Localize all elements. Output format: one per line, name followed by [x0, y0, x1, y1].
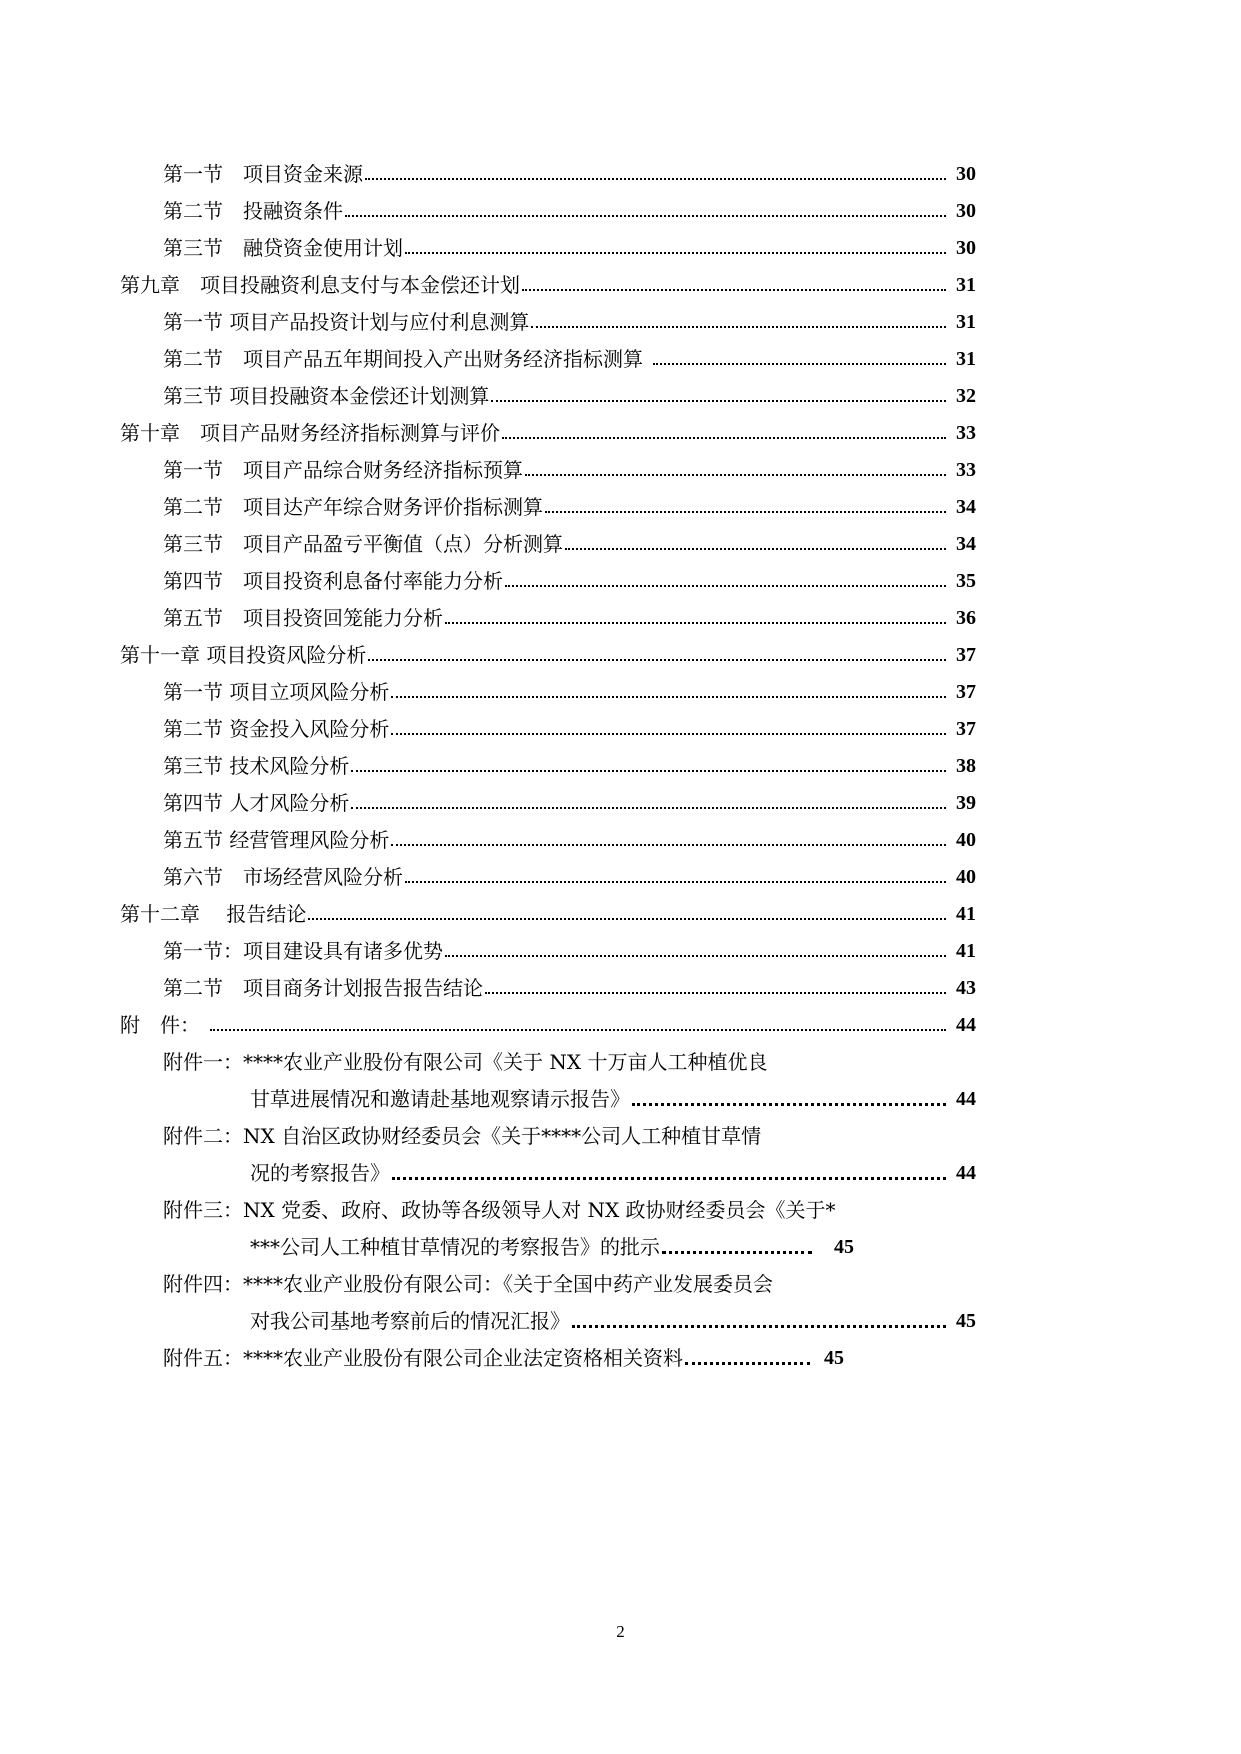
dot-leader: [210, 1029, 946, 1031]
toc-entry[interactable]: [0, 449, 1241, 483]
toc-entry[interactable]: [0, 227, 1241, 261]
dot-leader: [445, 955, 946, 957]
appendix-item-4-line1: 附件四：****农业产业股份有限公司：《关于全国中药产业发展委员会: [163, 1272, 773, 1296]
dot-leader: [491, 400, 946, 402]
appendix-item-1-line1: 附件一：****农业产业股份有限公司《关于 NX 十万亩人工种植优良: [163, 1050, 768, 1074]
toc-entry[interactable]: [0, 486, 1241, 520]
toc-entry-label: 第五节 项目投资回笼能力分析: [163, 606, 443, 630]
dot-leader: [565, 548, 946, 550]
toc-entry-page: 37: [956, 644, 976, 666]
appendix-item-3-line1: 附件三：NX 党委、政府、政协等各级领导人对 NX 政协财经委员会《关于*: [163, 1198, 836, 1222]
dot-leader: [502, 437, 946, 439]
toc-entry-page: 36: [956, 607, 976, 629]
appendix-item-page: 44: [956, 1162, 976, 1184]
dot-leader: [391, 696, 946, 698]
dot-leader: [405, 881, 946, 883]
toc-entry-page: 41: [956, 940, 976, 962]
dot-leader: [368, 659, 946, 661]
toc-entry-label: 第五节 经营管理风险分析: [163, 828, 390, 852]
toc-appendix-heading[interactable]: [0, 1004, 1241, 1038]
toc-entry-label: 第三节 融贷资金使用计划: [163, 236, 403, 260]
dot-leader: [531, 326, 946, 328]
toc-entry[interactable]: [0, 782, 1241, 816]
toc-entry[interactable]: [0, 190, 1241, 224]
appendix-item-2[interactable]: [0, 1152, 1241, 1186]
toc-entry-page: 31: [956, 274, 976, 296]
toc-entry-label: 第一节：项目建设具有诸多优势: [163, 939, 443, 963]
toc-entry-page: 40: [956, 829, 976, 851]
dot-leader: [365, 178, 946, 180]
toc-entry[interactable]: [0, 597, 1241, 631]
toc-entry[interactable]: [0, 301, 1241, 335]
toc-chapter[interactable]: [0, 893, 1241, 927]
dot-leader: [632, 1103, 946, 1106]
toc-entry-label: 第四节 项目投资利息备付率能力分析: [163, 569, 503, 593]
toc-chapter[interactable]: [0, 412, 1241, 446]
toc-entry-label: 第一节 项目资金来源: [163, 162, 363, 186]
dot-leader: [308, 918, 946, 920]
toc-entry[interactable]: [0, 856, 1241, 890]
dot-leader: [505, 585, 946, 587]
toc-entry-label: 第三节 技术风险分析: [163, 754, 350, 778]
toc-entry-label: 附 件：: [120, 1013, 200, 1037]
toc-entry-label: 第九章 项目投融资利息支付与本金偿还计划: [120, 273, 520, 297]
toc-entry-page: 43: [956, 977, 976, 999]
toc-chapter[interactable]: [0, 634, 1241, 668]
toc-entry-label: 第一节 项目产品综合财务经济指标预算: [163, 458, 523, 482]
toc-entry-page: 40: [956, 866, 976, 888]
appendix-item-page: 45: [956, 1310, 976, 1332]
dot-leader: [572, 1325, 946, 1328]
appendix-item-page: 45: [834, 1236, 854, 1258]
toc-entry-page: 38: [956, 755, 976, 777]
toc-entry[interactable]: [0, 967, 1241, 1001]
toc-entry-label: 第二节 项目商务计划报告报告结论: [163, 976, 483, 1000]
dot-leader: [445, 622, 946, 624]
appendix-item-label: ***公司人工种植甘草情况的考察报告》的批示: [250, 1235, 660, 1259]
dot-leader: [351, 807, 946, 809]
dot-leader: [391, 844, 946, 846]
toc-entry[interactable]: [0, 153, 1241, 187]
toc-entry-label: 第二节 投融资条件: [163, 199, 343, 223]
toc-entry-label: 第二节 资金投入风险分析: [163, 717, 390, 741]
appendix-item-3[interactable]: [0, 1226, 1241, 1260]
appendix-item-page: 44: [956, 1088, 976, 1110]
toc-entry-page: 31: [956, 348, 976, 370]
toc-entry-label: 第十章 项目产品财务经济指标测算与评价: [120, 421, 500, 445]
toc-entry-label: 第三节 项目产品盈亏平衡值（点）分析测算: [163, 532, 563, 556]
dot-leader: [522, 289, 946, 291]
toc-entry-page: 44: [956, 1014, 976, 1036]
dot-leader: [662, 1251, 812, 1254]
toc-entry-label: 第三节 项目投融资本金偿还计划测算: [163, 384, 490, 408]
dot-leader: [405, 252, 946, 254]
dot-leader: [351, 770, 946, 772]
toc-entry-label: 第十二章 报告结论: [120, 902, 307, 926]
toc-entry-label: 第四节 人才风险分析: [163, 791, 350, 815]
toc-entry-label: 第十一章 项目投资风险分析: [120, 643, 367, 667]
toc-entry[interactable]: [0, 745, 1241, 779]
toc-entry-page: 41: [956, 903, 976, 925]
appendix-item-label: 附件五：****农业产业股份有限公司企业法定资格相关资料: [163, 1346, 683, 1370]
page-number: 2: [616, 1622, 625, 1641]
dot-leader: [545, 511, 946, 513]
toc-entry-page: 32: [956, 385, 976, 407]
toc-entry[interactable]: [0, 708, 1241, 742]
toc-entry-page: 34: [956, 496, 976, 518]
toc-entry-label: 第二节 项目达产年综合财务评价指标测算: [163, 495, 543, 519]
appendix-item-2-line1: 附件二：NX 自治区政协财经委员会《关于****公司人工种植甘草情: [163, 1124, 762, 1148]
toc-entry-label: 第六节 市场经营风险分析: [163, 865, 403, 889]
toc-entry-page: 35: [956, 570, 976, 592]
toc-entry-page: 37: [956, 718, 976, 740]
toc-entry[interactable]: [0, 523, 1241, 557]
toc-entry[interactable]: [0, 930, 1241, 964]
toc-entry-label: 第一节 项目立项风险分析: [163, 680, 390, 704]
dot-leader: [485, 992, 946, 994]
toc-entry-page: 31: [956, 311, 976, 333]
toc-chapter[interactable]: [0, 264, 1241, 298]
toc-entry-label: 第二节 项目产品五年期间投入产出财务经济指标测算: [163, 347, 643, 371]
appendix-item-label: 况的考察报告》: [250, 1161, 390, 1185]
appendix-item-4[interactable]: [0, 1300, 1241, 1334]
toc-entry-page: 33: [956, 459, 976, 481]
appendix-item-label: 对我公司基地考察前后的情况汇报》: [250, 1309, 570, 1333]
toc-entry-page: 33: [956, 422, 976, 444]
appendix-item-1[interactable]: [0, 1078, 1241, 1112]
dot-leader: [391, 733, 946, 735]
toc-entry-page: 37: [956, 681, 976, 703]
toc-entry[interactable]: [0, 375, 1241, 409]
toc-entry-label: 第一节 项目产品投资计划与应付利息测算: [163, 310, 530, 334]
dot-leader: [653, 363, 946, 365]
toc-entry-page: 30: [956, 163, 976, 185]
toc-entry[interactable]: [0, 338, 1241, 372]
toc-entry[interactable]: [0, 671, 1241, 705]
toc-entry-page: 30: [956, 237, 976, 259]
toc-entry[interactable]: [0, 560, 1241, 594]
dot-leader: [392, 1177, 946, 1180]
toc-entry-page: 39: [956, 792, 976, 814]
appendix-item-page: 45: [824, 1347, 844, 1369]
appendix-item-5[interactable]: [0, 1337, 1241, 1371]
dot-leader: [345, 215, 946, 217]
appendix-item-label: 甘草进展情况和邀请赴基地观察请示报告》: [250, 1087, 630, 1111]
dot-leader: [525, 474, 946, 476]
toc-entry[interactable]: [0, 819, 1241, 853]
toc-entry-page: 34: [956, 533, 976, 555]
dot-leader: [685, 1362, 810, 1365]
toc-entry-page: 30: [956, 200, 976, 222]
